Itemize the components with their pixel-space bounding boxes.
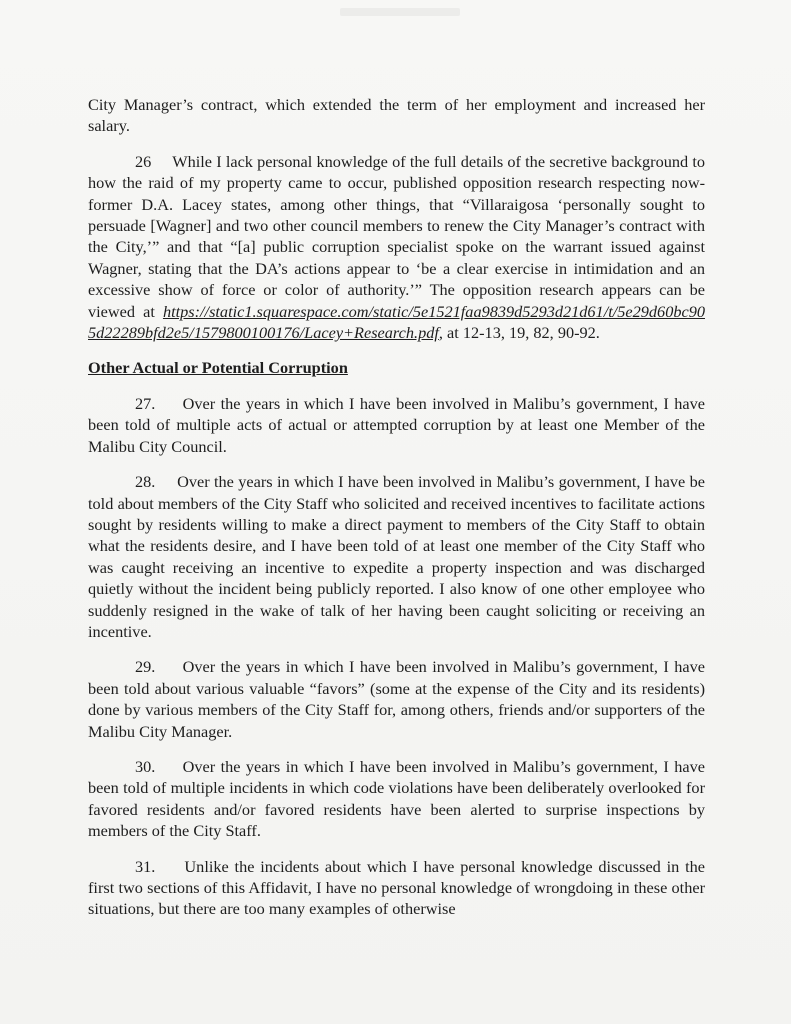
paragraph-number: 29. (135, 657, 156, 677)
paragraph-number: 27. (135, 393, 156, 413)
paragraph-continuation (88, 94, 705, 137)
paragraph-number: 26 (135, 151, 152, 171)
paragraph-text: While I lack personal knowledge of the full details of the secretive background to how the raid of my property came to occur, published opposition research respecting now-former D.A. Lacey states, among other things, that “Villaraigosa ‘personally sought to persuade [Wagner] and two other council members to renew the City Manager’s contract with the City,’” and that “[a] public corruption specialist spoke on the warrant issued against Wagner, stating that the DA’s actions appear to ‘be a clear exercise in intimidation and an excessive show of force or color of authority.’” The opposition research appears can be viewed at (88, 151, 705, 321)
paragraph-27 (88, 393, 705, 457)
paragraph-30 (88, 756, 705, 842)
opposition-research-link[interactable]: https://static1.squarespace.com/static/5e1521faa9839d5293d21d61/t/5e29d60bc905d22289bfd2e5/1579800100176/Lacey+Research.pdf (88, 301, 705, 343)
paragraph-text: Over the years in which I have been involved in Malibu’s government, I have been told about various valuable “favors” (some at the expense of the City and its residents) done by various members of the City Staff for, among others, friends and/or supporters of the Malibu City Manager. (88, 657, 705, 741)
document-body (88, 94, 705, 934)
section-heading: Other Actual or Potential Corruption (88, 358, 348, 378)
paragraph-text: Over the years in which I have been involved in Malibu’s government, I have been told of multiple acts of actual or attempted corruption by at least one Member of the Malibu City Council. (88, 393, 705, 456)
paragraph-26 (88, 151, 705, 344)
paragraph-number: 31. (135, 856, 156, 876)
paragraph-text: City Manager’s contract, which extended the term of her employment and increased her salary. (88, 95, 705, 136)
paragraph-text: Over the years in which I have been involved in Malibu’s government, I have been told of multiple incidents in which code violations have been deliberately overlooked for favored residents and/or favored residents have been alerted to surprise inspections by members of the City Staff. (88, 756, 705, 841)
paragraph-29 (88, 656, 705, 742)
paragraph-28 (88, 471, 705, 642)
paragraph-text: Over the years in which I have been involved in Malibu’s government, I have be told about members of the City Staff who solicited and received incentives to facilitate actions sought by residents willing to make a direct payment to members of the City Staff to obtain what the residents desire, and I have been told of at least one member of the City Staff who was caught receiving an incentive to expedite a property inspection and was discharged quietly without the incident being publicly reported. I also know of one other employee who suddenly resigned in the wake of talk of her having been caught soliciting or receiving an incentive. (88, 472, 705, 641)
paragraph-number: 30. (135, 756, 156, 776)
paragraph-number: 28. (135, 472, 156, 492)
paragraph-text: Unlike the incidents about which I have personal knowledge discussed in the first two sections of this Affidavit, I have no personal knowledge of wrongdoing in these other situations, but there are too many examples of otherwise (88, 856, 705, 919)
paragraph-text-after-link: , at 12-13, 19, 82, 90-92. (438, 323, 600, 343)
paragraph-31 (88, 856, 705, 920)
bleed-through-mark (340, 8, 460, 16)
